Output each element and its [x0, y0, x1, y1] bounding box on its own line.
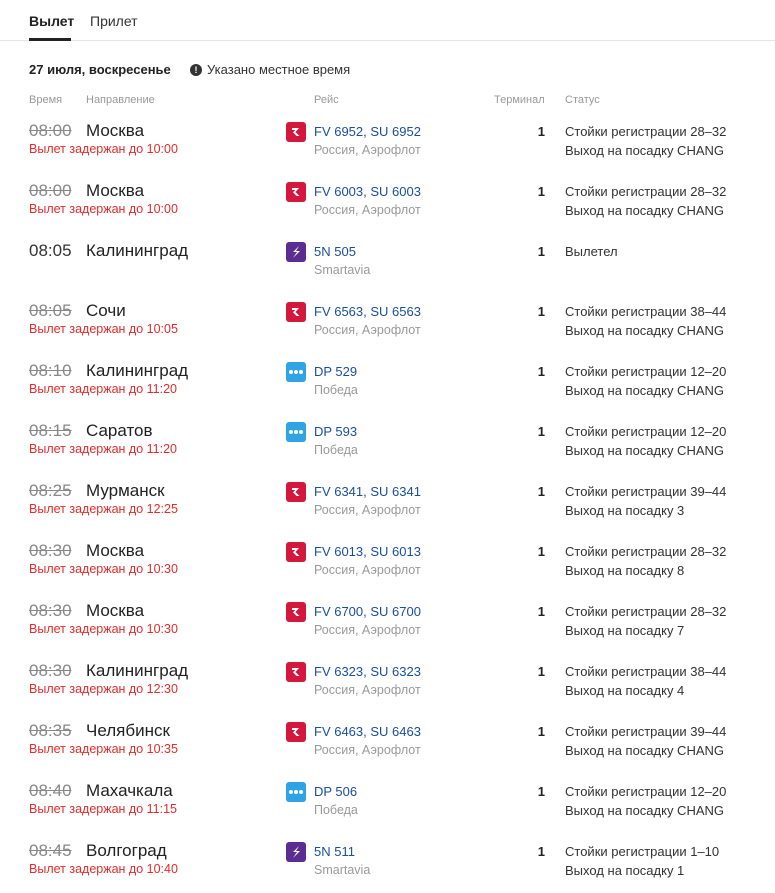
- terminal-number: 1: [537, 124, 545, 139]
- status-line-2: Выход на посадку CHANG: [565, 803, 725, 818]
- status-line-1: Стойки регистрации 39–44: [565, 724, 727, 739]
- aeroflot-logo-icon: [286, 602, 306, 622]
- scheduled-time: 08:05: [29, 301, 72, 320]
- scheduled-time: 08:10: [29, 361, 72, 380]
- flight-code-link[interactable]: SU 6463: [370, 724, 421, 739]
- delay-notice: Вылет задержан до 12:30: [29, 682, 178, 696]
- delay-notice: Вылет задержан до 10:30: [29, 622, 178, 636]
- flight-code-link[interactable]: 5N 511: [314, 844, 355, 859]
- scheduled-time: 08:05: [29, 241, 72, 260]
- delay-notice: Вылет задержан до 10:30: [29, 562, 178, 576]
- flight-codes: [314, 424, 357, 439]
- airline-name: Победа: [314, 383, 358, 397]
- flight-codes: [314, 784, 357, 799]
- column-header-time: Время: [29, 94, 63, 106]
- status-line-1: Вылетел: [565, 244, 618, 259]
- delay-notice: Вылет задержан до 10:35: [29, 742, 178, 756]
- flight-code-link[interactable]: FV 6952: [314, 124, 364, 139]
- terminal-number: 1: [537, 784, 545, 799]
- column-header-flight: Рейс: [314, 94, 339, 106]
- flight-code-link[interactable]: FV 6563: [314, 304, 364, 319]
- flight-codes: [314, 544, 421, 559]
- flight-codes: [314, 844, 355, 859]
- flight-code-link[interactable]: SU 6013: [370, 544, 421, 559]
- destination-city: Москва: [86, 541, 145, 560]
- destination-city: Сочи: [86, 301, 126, 320]
- terminal-number: 1: [537, 604, 545, 619]
- airline-name: Россия, Аэрофлот: [314, 203, 421, 217]
- delay-notice: Вылет задержан до 12:25: [29, 502, 178, 516]
- local-time-notice-text: Указано местное время: [207, 62, 351, 77]
- destination-city: Москва: [86, 121, 145, 140]
- flight-code-link[interactable]: SU 6003: [370, 184, 421, 199]
- flight-row[interactable]: [0, 778, 775, 838]
- flight-code-link[interactable]: FV 6323: [314, 664, 364, 679]
- terminal-number: 1: [537, 664, 545, 679]
- destination-city: Волгоград: [86, 841, 167, 860]
- status-line-1: Стойки регистрации 12–20: [565, 364, 727, 379]
- delay-notice: Вылет задержан до 10:05: [29, 322, 178, 336]
- destination-city: Махачкала: [86, 781, 173, 800]
- destination-city: Москва: [86, 181, 145, 200]
- flight-row[interactable]: [0, 538, 775, 598]
- terminal-number: 1: [537, 244, 545, 259]
- flight-code-link[interactable]: FV 6013: [314, 544, 364, 559]
- smartavia-logo-icon: [286, 842, 306, 862]
- flight-code-link[interactable]: SU 6952: [370, 124, 421, 139]
- flight-code-separator: ,: [363, 184, 371, 199]
- destination-city: Калининград: [86, 661, 189, 680]
- scheduled-time: 08:45: [29, 841, 72, 860]
- flight-codes: [314, 304, 421, 319]
- active-tab-indicator: [29, 38, 71, 41]
- scheduled-time: 08:30: [29, 661, 72, 680]
- flight-codes: [314, 364, 357, 379]
- aeroflot-logo-icon: [286, 722, 306, 742]
- status-line-2: Выход на посадку CHANG: [565, 323, 725, 338]
- delay-notice: Вылет задержан до 11:20: [29, 442, 177, 456]
- pobeda-logo-icon: [286, 362, 306, 382]
- flight-codes: [314, 124, 421, 139]
- destination-city: Калининград: [86, 361, 189, 380]
- status-line-2: Выход на посадку 7: [565, 623, 685, 638]
- aeroflot-logo-icon: [286, 302, 306, 322]
- pobeda-logo-icon: [286, 782, 306, 802]
- flight-code-link[interactable]: FV 6700: [314, 604, 364, 619]
- column-header-direction: Направление: [86, 94, 155, 106]
- airline-name: Победа: [314, 803, 358, 817]
- flight-list: [0, 118, 775, 893]
- flight-code-separator: ,: [363, 664, 371, 679]
- flight-codes: [314, 664, 421, 679]
- delay-notice: Вылет задержан до 11:20: [29, 382, 177, 396]
- destination-city: Саратов: [86, 421, 153, 440]
- aeroflot-logo-icon: [286, 662, 306, 682]
- terminal-number: 1: [537, 724, 545, 739]
- flight-row[interactable]: [0, 298, 775, 358]
- flight-code-separator: ,: [363, 484, 371, 499]
- scheduled-time: 08:00: [29, 181, 72, 200]
- flight-row[interactable]: [0, 358, 775, 418]
- flight-row[interactable]: [0, 718, 775, 778]
- flight-row[interactable]: [0, 838, 775, 893]
- flight-code-separator: ,: [363, 604, 371, 619]
- status-line-2: Выход на посадку 1: [565, 863, 685, 878]
- airline-name: Россия, Аэрофлот: [314, 323, 421, 337]
- flight-code-separator: ,: [363, 124, 371, 139]
- airline-name: Россия, Аэрофлот: [314, 143, 421, 157]
- scheduled-time: 08:15: [29, 421, 72, 440]
- tab-arrivals[interactable]: Прилет: [90, 13, 138, 29]
- status-line-2: Выход на посадку CHANG: [565, 443, 725, 458]
- status-line-2: Выход на посадку CHANG: [565, 143, 725, 158]
- flight-row[interactable]: [0, 658, 775, 718]
- airline-name: Россия, Аэрофлот: [314, 683, 421, 697]
- flight-row[interactable]: [0, 418, 775, 478]
- status-line-2: Выход на посадку 3: [565, 503, 685, 518]
- scheduled-time: 08:35: [29, 721, 72, 740]
- flight-code-separator: ,: [363, 544, 371, 559]
- smartavia-logo-icon: [286, 242, 306, 262]
- date-label: 27 июля, воскресенье: [29, 62, 171, 77]
- status-line-1: Стойки регистрации 39–44: [565, 484, 727, 499]
- status-line-1: Стойки регистрации 28–32: [565, 604, 727, 619]
- scheduled-time: 08:30: [29, 601, 72, 620]
- destination-city: Мурманск: [86, 481, 165, 500]
- flight-code-link[interactable]: DP 506: [314, 784, 358, 799]
- status-line-2: Выход на посадку 8: [565, 563, 685, 578]
- scheduled-time: 08:30: [29, 541, 72, 560]
- flight-code-link[interactable]: 5N 505: [314, 244, 356, 259]
- terminal-number: 1: [537, 844, 545, 859]
- flight-codes: [314, 724, 421, 739]
- flight-code-separator: ,: [363, 304, 371, 319]
- terminal-number: 1: [537, 544, 545, 559]
- delay-notice: Вылет задержан до 10:40: [29, 862, 178, 876]
- terminal-number: 1: [537, 424, 545, 439]
- status-line-2: Выход на посадку CHANG: [565, 203, 725, 218]
- airline-name: Smartavia: [314, 863, 371, 877]
- terminal-number: 1: [537, 184, 545, 199]
- aeroflot-logo-icon: [286, 122, 306, 142]
- destination-city: Челябинск: [86, 721, 170, 740]
- aeroflot-logo-icon: [286, 542, 306, 562]
- status-line-1: Стойки регистрации 38–44: [565, 664, 727, 679]
- status-line-2: Выход на посадку CHANG: [565, 743, 725, 758]
- flight-code-link[interactable]: SU 6700: [370, 604, 421, 619]
- scheduled-time: 08:40: [29, 781, 72, 800]
- flight-row[interactable]: [0, 238, 775, 298]
- flight-row[interactable]: [0, 178, 775, 238]
- pobeda-logo-icon: [286, 422, 306, 442]
- column-header-terminal: Терминал: [494, 94, 545, 106]
- airline-name: Россия, Аэрофлот: [314, 503, 421, 517]
- status-line-1: Стойки регистрации 12–20: [565, 784, 727, 799]
- status-line-1: Стойки регистрации 28–32: [565, 544, 727, 559]
- flight-codes: [314, 184, 421, 199]
- flight-row[interactable]: [0, 118, 775, 178]
- airline-name: Россия, Аэрофлот: [314, 743, 421, 757]
- terminal-number: 1: [537, 304, 545, 319]
- status-line-1: Стойки регистрации 1–10: [565, 844, 720, 859]
- airline-name: Россия, Аэрофлот: [314, 623, 421, 637]
- info-icon: !: [190, 64, 202, 76]
- flight-code-link[interactable]: FV 6003: [314, 184, 364, 199]
- status-line-1: Стойки регистрации 28–32: [565, 124, 727, 139]
- status-line-2: Выход на посадку CHANG: [565, 383, 725, 398]
- scheduled-time: 08:25: [29, 481, 72, 500]
- status-line-1: Стойки регистрации 28–32: [565, 184, 727, 199]
- tab-bar: [0, 0, 775, 41]
- flight-code-link[interactable]: FV 6341: [314, 484, 364, 499]
- status-line-1: Стойки регистрации 12–20: [565, 424, 727, 439]
- delay-notice: Вылет задержан до 10:00: [29, 142, 178, 156]
- local-time-notice: [190, 62, 350, 77]
- flight-code-link[interactable]: DP 529: [314, 364, 358, 379]
- tab-departures[interactable]: Вылет: [29, 13, 75, 29]
- airline-name: Победа: [314, 443, 358, 457]
- destination-city: Москва: [86, 601, 145, 620]
- destination-city: Калининград: [86, 241, 189, 260]
- flight-code-link[interactable]: SU 6563: [370, 304, 421, 319]
- airline-name: Россия, Аэрофлот: [314, 563, 421, 577]
- aeroflot-logo-icon: [286, 182, 306, 202]
- delay-notice: Вылет задержан до 11:15: [29, 802, 177, 816]
- flight-code-link[interactable]: FV 6463: [314, 724, 364, 739]
- aeroflot-logo-icon: [286, 482, 306, 502]
- flight-code-link[interactable]: SU 6341: [370, 484, 421, 499]
- status-line-1: Стойки регистрации 38–44: [565, 304, 727, 319]
- flight-code-link[interactable]: SU 6323: [370, 664, 421, 679]
- flight-code-separator: ,: [363, 724, 371, 739]
- flight-row[interactable]: [0, 478, 775, 538]
- terminal-number: 1: [537, 364, 545, 379]
- flight-row[interactable]: [0, 598, 775, 658]
- flight-code-link[interactable]: DP 593: [314, 424, 358, 439]
- flight-codes: [314, 484, 421, 499]
- status-line-2: Выход на посадку 4: [565, 683, 685, 698]
- column-header-status: Статус: [565, 94, 600, 106]
- terminal-number: 1: [537, 484, 545, 499]
- flight-codes: [314, 244, 356, 259]
- flight-codes: [314, 604, 421, 619]
- airline-name: Smartavia: [314, 263, 371, 277]
- delay-notice: Вылет задержан до 10:00: [29, 202, 178, 216]
- scheduled-time: 08:00: [29, 121, 72, 140]
